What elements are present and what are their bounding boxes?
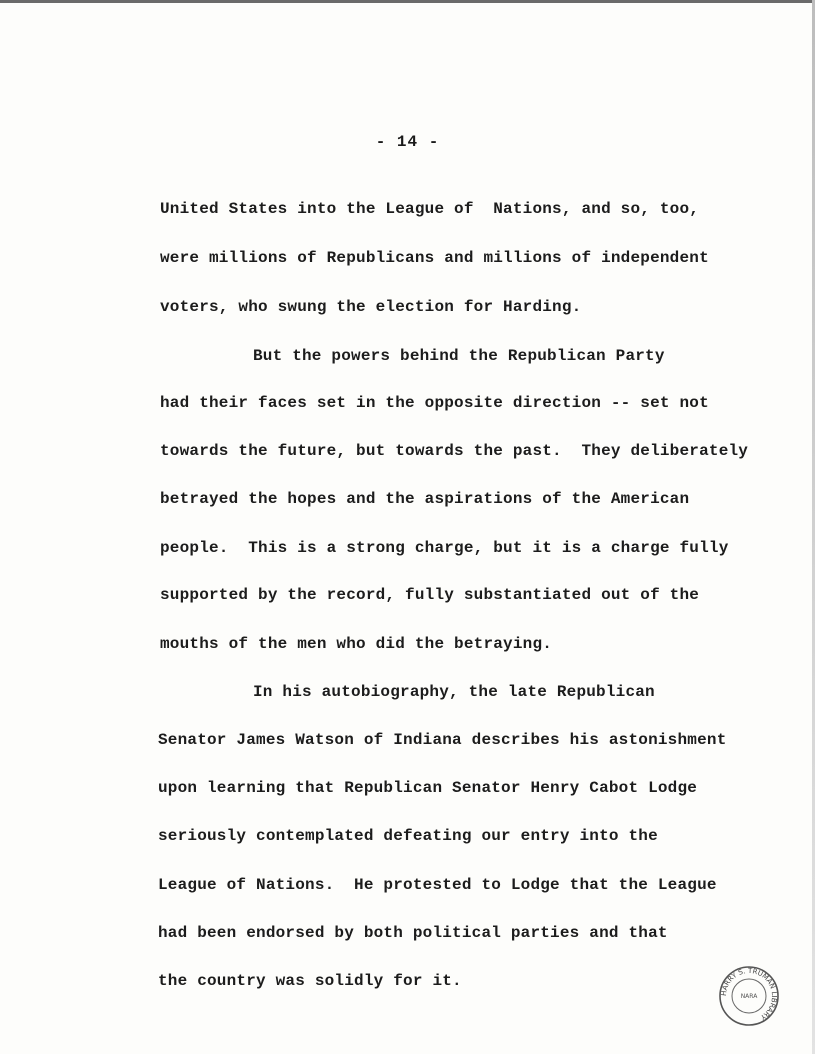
body-line-8: people. This is a strong charge, but it is a charge fully (160, 539, 729, 557)
stamp-inner-text: NARA (740, 993, 758, 1000)
body-line-6: towards the future, but towards the past. They deliberately (160, 442, 749, 460)
body-line-13: upon learning that Republican Senator Henry Cabot Lodge (158, 779, 698, 797)
library-stamp-icon (718, 965, 780, 1027)
body-line-4: But the powers behind the Republican Party (253, 347, 665, 365)
body-line-12: Senator James Watson of Indiana describes his astonishment (158, 731, 727, 749)
scan-top-edge (0, 0, 815, 3)
body-line-14: seriously contemplated defeating our entry into the (158, 827, 658, 845)
body-line-7: betrayed the hopes and the aspirations of the American (160, 490, 690, 508)
body-line-16: had been endorsed by both political parties and that (158, 924, 668, 942)
body-line-3: voters, who swung the election for Harding. (160, 298, 582, 316)
body-line-5: had their faces set in the opposite direction -- set not (160, 394, 709, 412)
body-line-17: the country was solidly for it. (158, 972, 462, 990)
body-line-1: United States into the League of Nations, and so, too, (160, 200, 700, 218)
body-line-9: supported by the record, fully substantiated out of the (160, 586, 700, 604)
page-number: - 14 - (375, 133, 440, 151)
body-line-2: were millions of Republicans and millions of independent (160, 249, 709, 267)
body-line-15: League of Nations. He protested to Lodge that the League (158, 876, 717, 894)
body-line-11: In his autobiography, the late Republican (253, 683, 655, 701)
body-line-10: mouths of the men who did the betraying. (160, 635, 553, 653)
stamp-outer-text: HARRY S. TRUMAN LIBRARY (719, 966, 779, 1022)
